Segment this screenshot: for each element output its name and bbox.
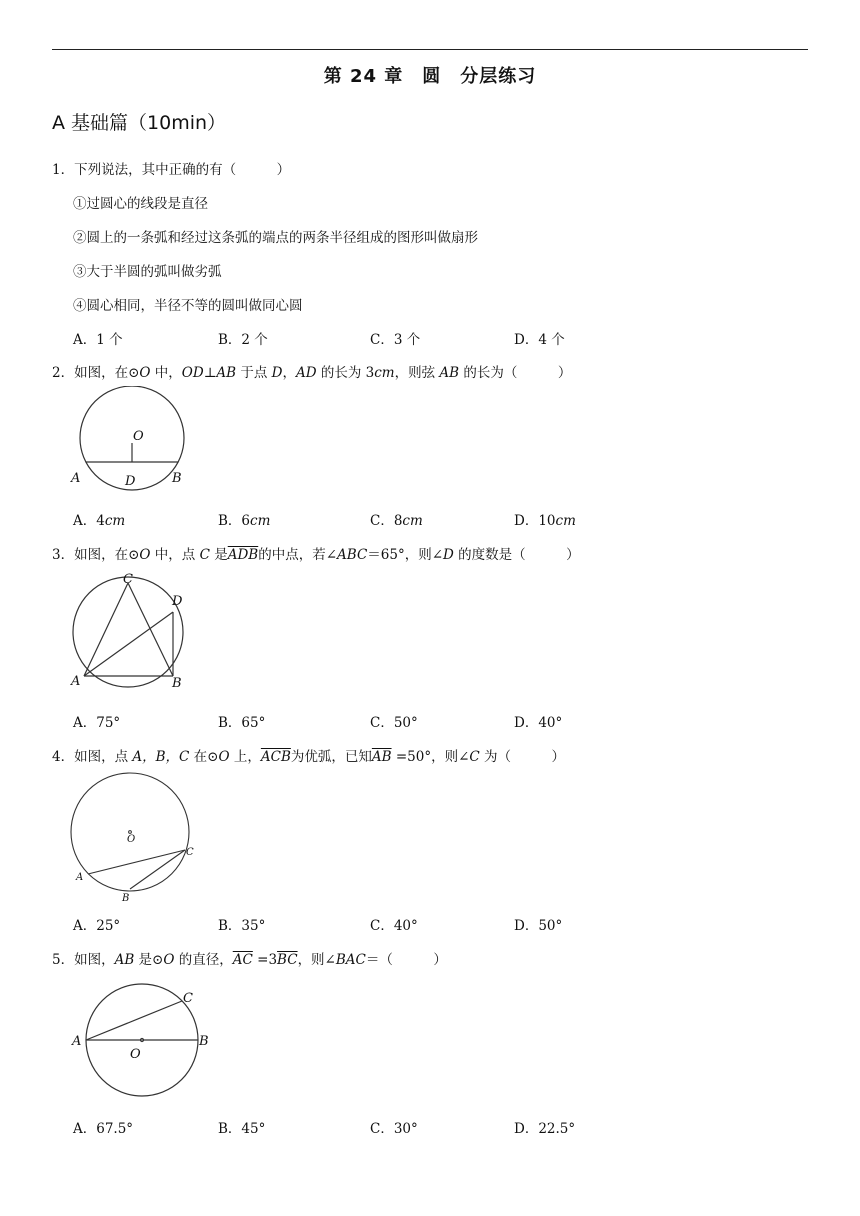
q3-option-a[interactable]: A．75° (73, 715, 121, 731)
q2-option-a[interactable]: A．4cm (73, 513, 126, 529)
q3-figure (66, 568, 196, 693)
q4-label-b: B (122, 893, 130, 904)
q3-option-b[interactable]: B．65° (218, 715, 266, 731)
q2-stem: 2．如图，在⊙O 中，OD⊥AB 于点 D，AD 的长为 3cm，则弦 AB 的长为（ ） (52, 365, 572, 381)
q3-label-a: A (71, 674, 81, 689)
q5-label-a: A (72, 1034, 82, 1049)
q2-label-d: D (125, 474, 136, 489)
header-rule (52, 49, 808, 50)
q3-stem: 3．如图，在⊙O 中，点 C 是$\overline{ADB}$的中点，若∠ABC＝65°，则∠D 的度数是（ ） (52, 547, 580, 563)
q5-figure (64, 978, 214, 1098)
q3-option-d[interactable]: D．40° (514, 715, 563, 731)
q3-segment-cb (128, 583, 173, 676)
q2-figure (66, 386, 196, 496)
q5-label-b: B (199, 1034, 209, 1049)
q2-label-a: A (71, 471, 81, 486)
q4-stem: 4．如图，点 A，B，C 在⊙O 上，$\overline{ACB}$为优弧，已知$\overline{AB} =50^\circ$，则∠C 为（ ） (52, 749, 566, 765)
q1-statement-4: ④圆心相同，半径不等的圆叫做同心圆 (73, 298, 303, 314)
q1-option-c[interactable]: C．3 个 (370, 332, 421, 348)
q4-option-a[interactable]: A．25° (73, 918, 121, 934)
q5-option-a[interactable]: A．67.5° (73, 1121, 134, 1137)
q1-statement-1: ①过圆心的线段是直径 (73, 196, 208, 212)
q5-label-o: O (130, 1047, 141, 1062)
q4-option-b[interactable]: B．35° (218, 918, 266, 934)
q5-option-d[interactable]: D．22.5° (514, 1121, 576, 1137)
q3-option-c[interactable]: C．50° (370, 715, 418, 731)
q3-label-b: B (172, 676, 182, 691)
q4-option-d[interactable]: D．50° (514, 918, 563, 934)
q3-label-c: C (123, 572, 133, 587)
q5-chord-ac (86, 1001, 182, 1040)
q4-center-dot (129, 831, 132, 834)
q4-label-o: O (127, 834, 136, 845)
q2-option-d[interactable]: D．10cm (514, 513, 576, 529)
q3-segment-ad (84, 612, 173, 676)
page-title: 第 24 章 圆 分层练习 (323, 66, 537, 87)
q5-label-c: C (183, 991, 193, 1006)
q5-option-c[interactable]: C．30° (370, 1121, 418, 1137)
q3-label-d: D (172, 594, 183, 609)
q4-segment-bc (130, 850, 185, 889)
q4-segment-ac (88, 850, 185, 874)
q3-segment-ac (84, 583, 128, 676)
q4-label-c: C (186, 847, 194, 858)
q5-option-b[interactable]: B．45° (218, 1121, 266, 1137)
q4-option-c[interactable]: C．40° (370, 918, 418, 934)
q2-option-b[interactable]: B．6cm (218, 513, 271, 529)
q1-option-a[interactable]: A．1 个 (73, 332, 123, 348)
q2-option-c[interactable]: C．8cm (370, 513, 423, 529)
q1-statement-3: ③大于半圆的弧叫做劣弧 (73, 264, 222, 280)
q3-circle (73, 577, 183, 687)
q4-figure (64, 768, 204, 908)
q1-option-b[interactable]: B．2 个 (218, 332, 268, 348)
q1-option-d[interactable]: D．4 个 (514, 332, 565, 348)
section-heading: A 基础篇（10min） (52, 112, 227, 134)
q1-stem: 1．下列说法，其中正确的有（ ） (52, 162, 291, 178)
q1-statement-2: ②圆上的一条弧和经过这条弧的端点的两条半径组成的图形叫做扇形 (73, 230, 478, 246)
q2-label-o: O (133, 429, 144, 444)
q4-label-a: A (76, 872, 84, 883)
q2-label-b: B (172, 471, 182, 486)
q5-stem: 5．如图，AB 是⊙O 的直径，$\overline{AC} =3\overline{BC}$，则∠BAC＝（ ） (52, 952, 447, 968)
